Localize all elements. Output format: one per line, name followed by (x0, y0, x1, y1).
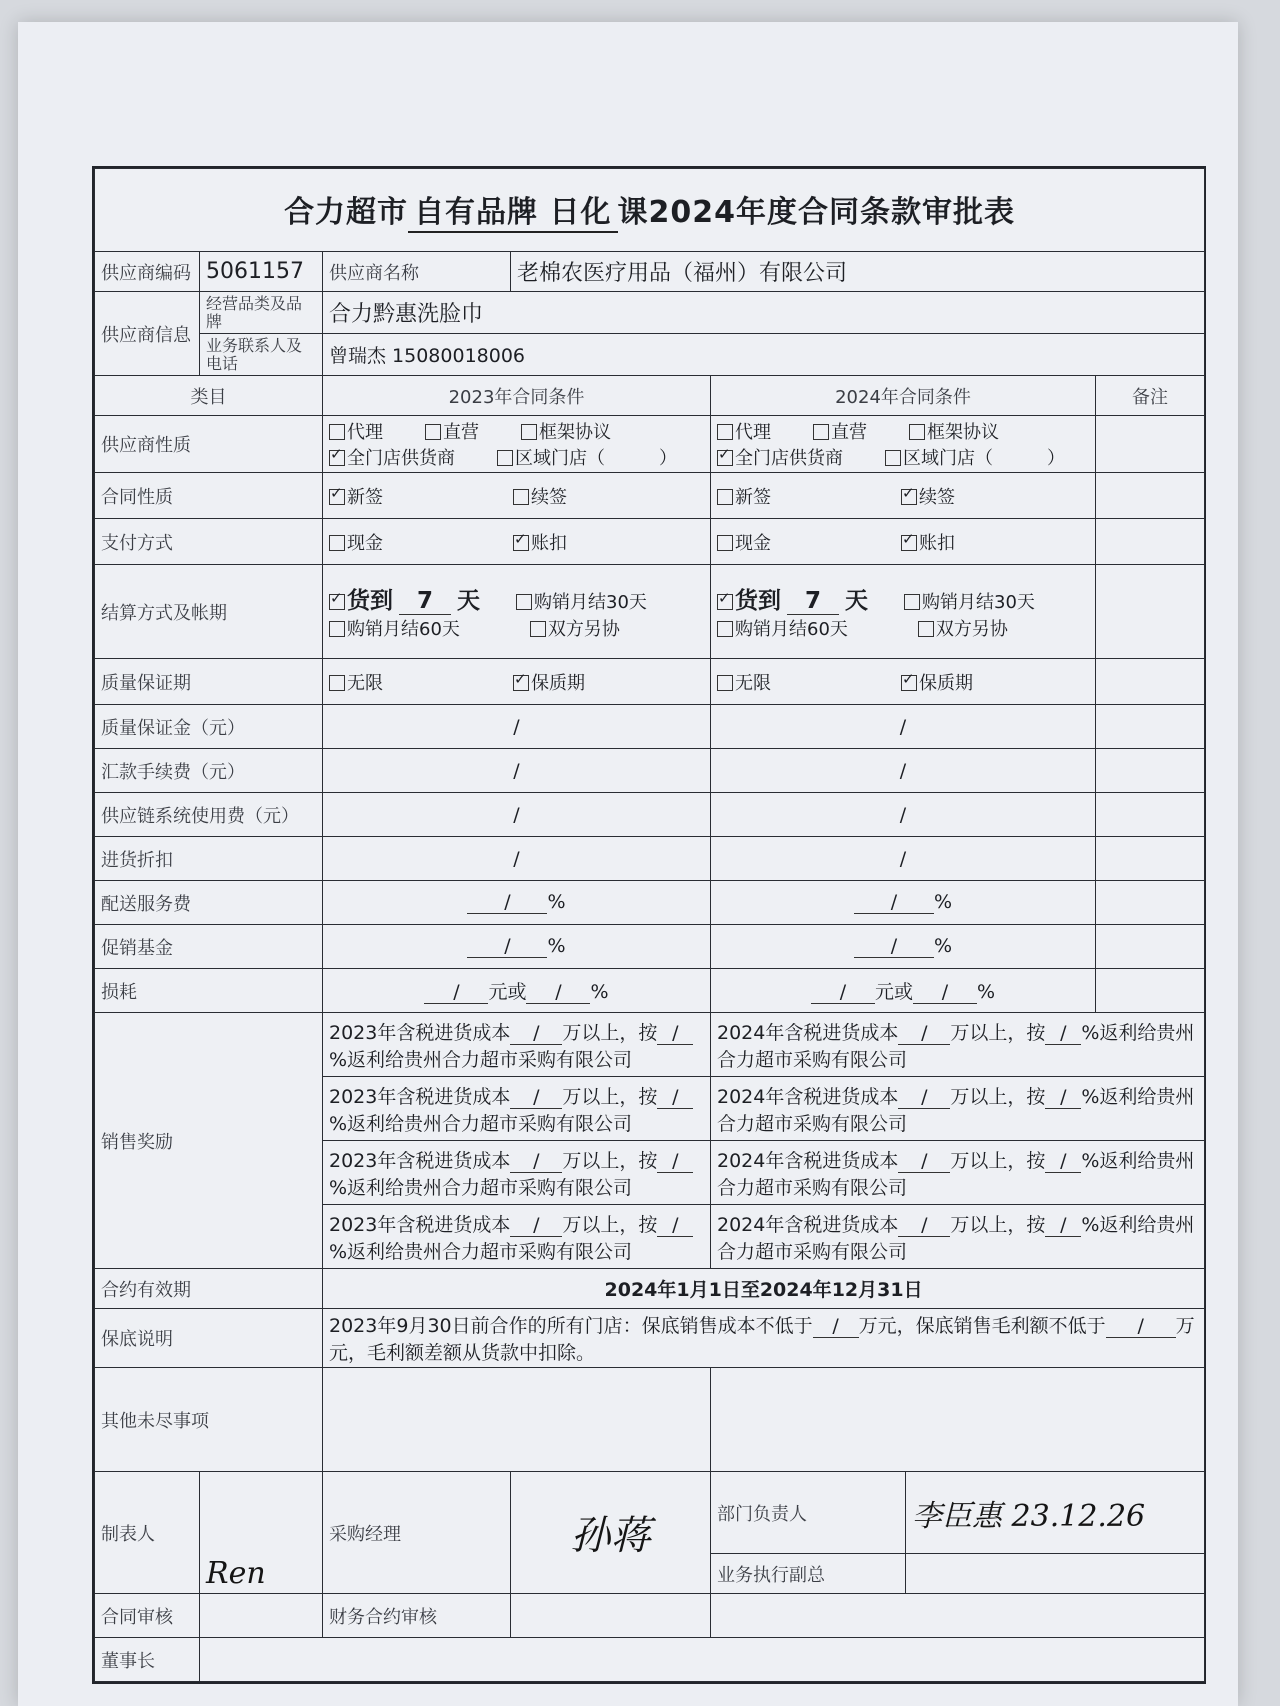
chairman-signature-cell (200, 1638, 1205, 1682)
remark-cell (1096, 837, 1205, 881)
checkbox-cash[interactable] (717, 535, 733, 551)
checkbox-30days[interactable] (904, 594, 920, 610)
header-category: 类目 (95, 376, 323, 416)
checkbox-cod[interactable] (717, 594, 733, 610)
remit-2024: / (711, 749, 1096, 793)
delivery-2023: / % (323, 881, 711, 925)
deposit-2024: / (711, 705, 1096, 749)
guarantee-label: 保底说明 (95, 1309, 323, 1368)
contract-review-label: 合同审核 (95, 1594, 200, 1638)
quality-period-2023: 无限✓ 保质期 (323, 659, 711, 705)
buyer-manager-label: 采购经理 (323, 1472, 511, 1594)
quality-period-label: 质量保证期 (95, 659, 323, 705)
checkbox-cod[interactable] (329, 594, 345, 610)
checkbox-regional[interactable] (885, 450, 901, 466)
settle-2024: ✓货到 7 天 购销月结30天 购销月结60天 双方另协 (711, 565, 1096, 659)
checkbox-new[interactable] (329, 489, 345, 505)
checkbox-framework[interactable] (521, 424, 537, 440)
deposit-label: 质量保证金（元） (95, 705, 323, 749)
contact-label: 业务联系人及电话 (200, 334, 323, 376)
loss-2024: / 元或 / % (711, 969, 1096, 1013)
maker-label: 制表人 (95, 1472, 200, 1594)
vp-signature-cell (906, 1554, 1205, 1594)
remark-cell (1096, 519, 1205, 565)
checkbox-direct[interactable] (813, 424, 829, 440)
checkbox-cash[interactable] (329, 535, 345, 551)
contract-2023: ✓ 新签 续签 (323, 473, 711, 519)
product-value: 合力黔惠洗脸巾 (323, 292, 1205, 334)
paper-sheet (18, 22, 1238, 1706)
remark-cell (1096, 749, 1205, 793)
reward-2023-tier-4: 2023年含税进货成本 / 万以上，按 /%返利给贵州合力超市采购有限公司 (323, 1205, 711, 1269)
checkbox-shelf-life[interactable] (901, 675, 917, 691)
delivery-label: 配送服务费 (95, 881, 323, 925)
dept-head-signature-cell (906, 1472, 1205, 1554)
remark-cell (1096, 659, 1205, 705)
other-value-2024 (711, 1368, 1205, 1472)
nature-2023: 代理 直营 框架协议 ✓全门店供货商 区域门店（ ） (323, 416, 711, 473)
discount-label: 进货折扣 (95, 837, 323, 881)
vp-label: 业务执行副总 (711, 1554, 906, 1594)
checkbox-new[interactable] (717, 489, 733, 505)
supplier-name: 老棉农医疗用品（福州）有限公司 (511, 252, 1205, 292)
finance-label: 财务合约审核 (323, 1594, 511, 1638)
checkbox-negotiate[interactable] (918, 621, 934, 637)
payment-2023: 现金✓ 账扣 (323, 519, 711, 565)
remark-cell (1096, 416, 1205, 473)
reward-2023-tier-3: 2023年含税进货成本 / 万以上，按 /%返利给贵州合力超市采购有限公司 (323, 1141, 711, 1205)
reward-2023-tier-2: 2023年含税进货成本 / 万以上，按 /%返利给贵州合力超市采购有限公司 (323, 1077, 711, 1141)
checkbox-unlimited[interactable] (329, 675, 345, 691)
reward-2024-tier-4: 2024年含税进货成本 / 万以上，按 / %返利给贵州合力超市采购有限公司 (711, 1205, 1205, 1269)
settle-2023: ✓ 货到 7 天 购销月结30天 购销月结60天 双方另协 (323, 565, 711, 659)
supplier-info-label: 供应商信息 (95, 292, 200, 376)
remark-cell (1096, 565, 1205, 659)
checkbox-renew[interactable] (513, 489, 529, 505)
checkbox-framework[interactable] (909, 424, 925, 440)
validity-value: 2024年1月1日至2024年12月31日 (323, 1269, 1205, 1309)
checkbox-all-stores[interactable] (717, 450, 733, 466)
remit-2023: / (323, 749, 711, 793)
checkbox-regional[interactable] (497, 450, 513, 466)
checkbox-direct[interactable] (425, 424, 441, 440)
supplier-code-label: 供应商编码 (95, 252, 200, 292)
form-title: 合力超市 自有品牌 日化 课2024年度合同条款审批表 (95, 169, 1205, 252)
discount-2023: / (323, 837, 711, 881)
other-label: 其他未尽事项 (95, 1368, 323, 1472)
checkbox-30days[interactable] (516, 594, 532, 610)
nature-label: 供应商性质 (95, 416, 323, 473)
contract-review-signature-cell (200, 1594, 323, 1638)
remark-cell (1096, 473, 1205, 519)
remit-label: 汇款手续费（元） (95, 749, 323, 793)
header-2024: 2024年合同条件 (711, 376, 1096, 416)
loss-2023: / 元或 / % (323, 969, 711, 1013)
promo-label: 促销基金 (95, 925, 323, 969)
maker-signature: Ren (206, 1556, 266, 1591)
payment-label: 支付方式 (95, 519, 323, 565)
delivery-2024: / % (711, 881, 1096, 925)
reward-2024-tier-2: 2024年含税进货成本 / 万以上，按 / %返利给贵州合力超市采购有限公司 (711, 1077, 1205, 1141)
promo-2024: / % (711, 925, 1096, 969)
remark-cell (1096, 925, 1205, 969)
checkbox-negotiate[interactable] (530, 621, 546, 637)
reward-2024-tier-3: 2024年含税进货成本 / 万以上，按 / %返利给贵州合力超市采购有限公司 (711, 1141, 1205, 1205)
remark-cell (1096, 881, 1205, 925)
discount-2024: / (711, 837, 1096, 881)
supplier-name-label: 供应商名称 (323, 252, 511, 292)
quality-period-2024: 无限✓ 保质期 (711, 659, 1096, 705)
payment-2024: 现金✓ 账扣 (711, 519, 1096, 565)
remark-cell (1096, 793, 1205, 837)
buyer-manager-signature: 孙蒋 (570, 1513, 651, 1559)
checkbox-60days[interactable] (329, 621, 345, 637)
checkbox-shelf-life[interactable] (513, 675, 529, 691)
product-label: 经营品类及品牌 (200, 292, 323, 334)
finance-signature-cell (511, 1594, 711, 1638)
dept-head-label: 部门负责人 (711, 1472, 906, 1554)
dept-head-signature: 李臣惠 23.12.26 (912, 1498, 1146, 1534)
nature-2024: 代理 直营 框架协议 ✓全门店供货商 区域门店（ ） (711, 416, 1096, 473)
checkbox-agent[interactable] (717, 424, 733, 440)
checkbox-60days[interactable] (717, 621, 733, 637)
scm-2024: / (711, 793, 1096, 837)
reward-2023-tier-1: 2023年含税进货成本 / 万以上，按 /%返利给贵州合力超市采购有限公司 (323, 1013, 711, 1077)
checkbox-renew[interactable] (901, 489, 917, 505)
checkbox-agent[interactable] (329, 424, 345, 440)
checkbox-all-stores[interactable] (329, 450, 345, 466)
contract-label: 合同性质 (95, 473, 323, 519)
buyer-manager-signature-cell (511, 1472, 711, 1594)
checkbox-deduct[interactable] (901, 535, 917, 551)
deposit-2023: / (323, 705, 711, 749)
contract-2024: 新签✓ 续签 (711, 473, 1096, 519)
remark-cell (1096, 705, 1205, 749)
scm-label: 供应链系统使用费（元） (95, 793, 323, 837)
other-value-2023 (323, 1368, 711, 1472)
reward-label: 销售奖励 (95, 1013, 323, 1269)
scm-2023: / (323, 793, 711, 837)
checkbox-unlimited[interactable] (717, 675, 733, 691)
reward-2024-tier-1: 2024年含税进货成本 / 万以上，按 / %返利给贵州合力超市采购有限公司 (711, 1013, 1205, 1077)
header-2023: 2023年合同条件 (323, 376, 711, 416)
chairman-label: 董事长 (95, 1638, 200, 1682)
guarantee-value: 2023年9月30日前合作的所有门店：保底销售成本不低于 / 万元，保底销售毛利额不低于 / 万元，毛利额差额从货款中扣除。 (323, 1309, 1205, 1368)
header-remark: 备注 (1096, 376, 1205, 416)
checkbox-deduct[interactable] (513, 535, 529, 551)
validity-label: 合约有效期 (95, 1269, 323, 1309)
loss-label: 损耗 (95, 969, 323, 1013)
blank-cell (711, 1594, 1205, 1638)
contact-value: 曾瑞杰 15080018006 (323, 334, 1205, 376)
maker-signature-cell (200, 1472, 323, 1594)
approval-form (92, 166, 1206, 1684)
remark-cell (1096, 969, 1205, 1013)
supplier-code: 5061157 (200, 252, 323, 292)
promo-2023: / % (323, 925, 711, 969)
settle-label: 结算方式及帐期 (95, 565, 323, 659)
